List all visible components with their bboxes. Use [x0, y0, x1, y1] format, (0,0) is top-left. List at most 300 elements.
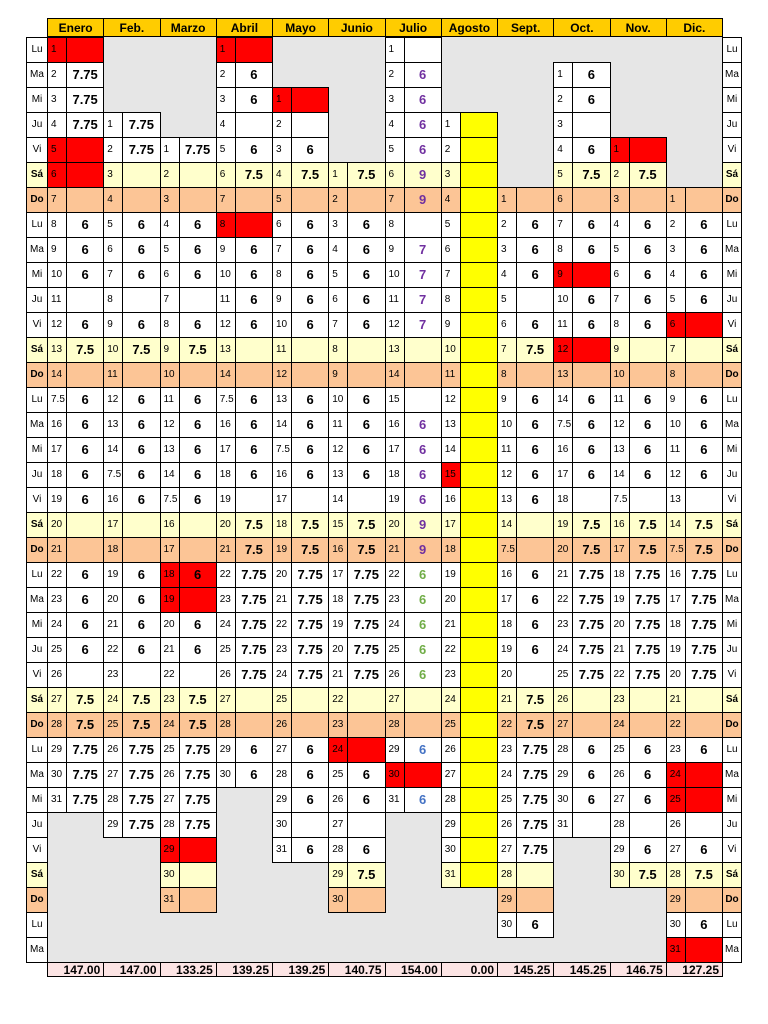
weekday-label-left: Lu — [26, 737, 48, 763]
day-hours: 7.75 — [685, 662, 723, 688]
weekday-label-right: Sá — [722, 687, 742, 713]
day-hours: 7.5 — [347, 537, 385, 563]
weekday-label-right: Do — [722, 537, 742, 563]
day-number: 25 — [553, 662, 573, 688]
day-number: 18 — [216, 462, 236, 488]
day-hours: 6 — [179, 612, 217, 638]
day-hours — [235, 212, 273, 238]
day-hours: 6 — [122, 637, 160, 663]
day-hours: 6 — [179, 437, 217, 463]
day-number: 6 — [160, 262, 180, 288]
day-number: 28 — [47, 712, 67, 738]
day-number: 23 — [666, 737, 686, 763]
day-number: 26 — [103, 737, 123, 763]
day-hours — [685, 487, 723, 513]
month-total: 146.75 — [610, 962, 667, 977]
day-hours — [347, 712, 385, 738]
day-number: 6 — [328, 287, 348, 313]
weekday-label-right: Vi — [722, 662, 742, 688]
day-number: 8 — [216, 212, 236, 238]
day-number: 28 — [441, 787, 461, 813]
day-number: 5 — [497, 287, 517, 313]
day-hours — [347, 687, 385, 713]
day-number: 8 — [666, 362, 686, 388]
day-number: 1 — [160, 137, 180, 163]
day-hours: 7.75 — [122, 737, 160, 763]
day-hours — [235, 112, 273, 138]
day-hours: 7.75 — [685, 637, 723, 663]
day-hours: 6 — [66, 387, 104, 413]
day-hours: 7.5 — [179, 687, 217, 713]
day-number: 9 — [272, 287, 292, 313]
day-hours: 7.5 — [685, 512, 723, 538]
day-hours — [685, 937, 723, 963]
day-hours: 6 — [291, 737, 329, 763]
day-number: 18 — [553, 487, 573, 513]
day-hours: 6 — [685, 287, 723, 313]
day-number: 14 — [328, 487, 348, 513]
day-number: 9 — [553, 262, 573, 288]
day-number: 27 — [666, 837, 686, 863]
day-hours — [629, 137, 667, 163]
day-hours — [66, 512, 104, 538]
day-number: 18 — [47, 462, 67, 488]
weekday-label-left: Ma — [26, 937, 48, 963]
day-number: 18 — [385, 462, 405, 488]
day-hours — [122, 287, 160, 313]
weekday-label-right: Lu — [722, 737, 742, 763]
day-hours — [66, 162, 104, 188]
day-number: 19 — [160, 587, 180, 613]
day-number: 13 — [610, 437, 630, 463]
day-hours: 7.5 — [685, 537, 723, 563]
day-number: 23 — [610, 687, 630, 713]
month-total: 154.00 — [385, 962, 442, 977]
day-number: 12 — [441, 387, 461, 413]
weekday-label-left: Ju — [26, 287, 48, 313]
day-number: 5 — [441, 212, 461, 238]
day-number: 27 — [610, 787, 630, 813]
day-number: 16 — [666, 562, 686, 588]
day-number: 30 — [666, 912, 686, 938]
day-hours: 6 — [404, 737, 442, 763]
day-number: 18 — [610, 562, 630, 588]
weekday-label-left: Lu — [26, 912, 48, 938]
day-hours — [516, 362, 554, 388]
day-hours: 7.5 — [235, 512, 273, 538]
day-hours: 7.5 — [347, 162, 385, 188]
day-hours: 7.75 — [516, 787, 554, 813]
day-hours — [179, 287, 217, 313]
day-hours — [685, 887, 723, 913]
day-hours: 6 — [122, 462, 160, 488]
day-hours — [460, 762, 498, 788]
day-number: 3 — [160, 187, 180, 213]
day-number: 13 — [385, 337, 405, 363]
day-hours: 6 — [291, 762, 329, 788]
day-hours: 6 — [291, 462, 329, 488]
day-hours — [572, 262, 610, 288]
day-hours: 6 — [685, 837, 723, 863]
day-hours: 6 — [572, 412, 610, 438]
month-header: Sept. — [497, 18, 554, 37]
day-number: 27 — [272, 737, 292, 763]
day-number: 1 — [47, 37, 67, 63]
day-number: 28 — [553, 737, 573, 763]
day-number: 3 — [553, 112, 573, 138]
day-number: 6 — [610, 262, 630, 288]
day-hours: 7.75 — [291, 562, 329, 588]
day-number: 19 — [103, 562, 123, 588]
day-hours: 9 — [404, 187, 442, 213]
day-hours: 6 — [235, 287, 273, 313]
month-total: 0.00 — [441, 962, 498, 977]
day-number: 7 — [385, 187, 405, 213]
day-number: 28 — [216, 712, 236, 738]
weekday-label-left: Mi — [26, 262, 48, 288]
day-hours — [460, 462, 498, 488]
day-hours: 7.5 — [516, 687, 554, 713]
day-hours: 7.75 — [179, 812, 217, 838]
day-number: 15 — [441, 462, 461, 488]
day-number: 25 — [328, 762, 348, 788]
weekday-label-left: Ju — [26, 462, 48, 488]
day-hours — [291, 112, 329, 138]
day-hours — [179, 662, 217, 688]
day-number: 26 — [610, 762, 630, 788]
day-number: 2 — [610, 162, 630, 188]
day-hours: 7.75 — [179, 762, 217, 788]
day-number: 8 — [103, 287, 123, 313]
day-hours: 7.5 — [516, 712, 554, 738]
weekday-label-left: Lu — [26, 387, 48, 413]
day-number: 30 — [160, 862, 180, 888]
day-number: 30 — [385, 762, 405, 788]
day-number: 9 — [441, 312, 461, 338]
day-hours: 7.5 — [66, 687, 104, 713]
day-hours: 6 — [291, 387, 329, 413]
day-number: 26 — [385, 662, 405, 688]
day-number: 11 — [385, 287, 405, 313]
day-hours — [404, 687, 442, 713]
day-hours: 7.75 — [629, 612, 667, 638]
day-number: 1 — [272, 87, 292, 113]
day-hours: 6 — [66, 212, 104, 238]
weekday-label-left: Mi — [26, 87, 48, 113]
day-hours: 7.5 — [235, 162, 273, 188]
day-number: 3 — [272, 137, 292, 163]
day-number: 8 — [441, 287, 461, 313]
day-hours: 6 — [572, 287, 610, 313]
day-hours: 9 — [404, 537, 442, 563]
day-hours — [460, 587, 498, 613]
day-number: 27 — [441, 762, 461, 788]
day-number: 25 — [103, 712, 123, 738]
day-number: 11 — [272, 337, 292, 363]
day-number: 15 — [328, 512, 348, 538]
day-hours — [685, 812, 723, 838]
day-number: 11 — [47, 287, 67, 313]
day-hours: 6 — [347, 412, 385, 438]
weekday-label-right: Ju — [722, 287, 742, 313]
day-hours: 6 — [516, 237, 554, 263]
day-number: 7 — [328, 312, 348, 338]
day-hours — [179, 862, 217, 888]
day-hours — [685, 362, 723, 388]
day-number: 26 — [216, 662, 236, 688]
day-number: 2 — [553, 87, 573, 113]
day-hours: 6 — [629, 262, 667, 288]
month-header: Julio — [385, 18, 442, 37]
day-number: 4 — [441, 187, 461, 213]
day-number: 14 — [216, 362, 236, 388]
day-number: 21 — [610, 637, 630, 663]
day-number: 23 — [216, 587, 236, 613]
day-hours: 7.5 — [572, 162, 610, 188]
day-number: 6 — [497, 312, 517, 338]
day-number: 27 — [160, 787, 180, 813]
day-number: 7 — [497, 337, 517, 363]
day-number: 26 — [272, 712, 292, 738]
day-hours: 6 — [235, 237, 273, 263]
day-hours: 6 — [66, 462, 104, 488]
day-hours — [629, 712, 667, 738]
day-hours: 7.5 — [122, 712, 160, 738]
day-hours: 7.75 — [516, 762, 554, 788]
weekday-label-left: Ju — [26, 637, 48, 663]
day-number: 10 — [610, 362, 630, 388]
day-hours: 7.75 — [629, 637, 667, 663]
day-hours: 7.75 — [516, 812, 554, 838]
day-number: 29 — [272, 787, 292, 813]
day-number: 22 — [610, 662, 630, 688]
day-hours: 6 — [66, 412, 104, 438]
day-number: 8 — [272, 262, 292, 288]
day-number: 17 — [272, 487, 292, 513]
day-hours: 6 — [179, 487, 217, 513]
day-number: 4 — [103, 187, 123, 213]
day-hours: 7.75 — [685, 562, 723, 588]
day-hours — [291, 362, 329, 388]
day-number: 23 — [272, 637, 292, 663]
day-hours — [572, 712, 610, 738]
day-hours — [66, 362, 104, 388]
weekday-label-left: Ma — [26, 587, 48, 613]
day-number: 11 — [666, 437, 686, 463]
day-hours — [291, 712, 329, 738]
day-number: 16 — [216, 412, 236, 438]
weekday-label-left: Sá — [26, 162, 48, 188]
weekday-label-left: Do — [26, 537, 48, 563]
day-hours: 6 — [572, 312, 610, 338]
day-number: 25 — [216, 637, 236, 663]
day-hours: 7.5 — [291, 162, 329, 188]
weekday-label-left: Sá — [26, 687, 48, 713]
day-hours — [460, 637, 498, 663]
day-hours: 6 — [572, 237, 610, 263]
weekday-label-left: Do — [26, 887, 48, 913]
day-hours: 6 — [685, 737, 723, 763]
day-number: 27 — [216, 687, 236, 713]
day-hours: 6 — [572, 387, 610, 413]
day-hours — [460, 487, 498, 513]
day-number: 31 — [272, 837, 292, 863]
day-number: 1 — [553, 62, 573, 88]
day-hours: 6 — [66, 262, 104, 288]
day-hours: 6 — [235, 762, 273, 788]
day-number: 14 — [272, 412, 292, 438]
day-number: 17 — [553, 462, 573, 488]
day-hours: 6 — [685, 212, 723, 238]
day-hours — [235, 687, 273, 713]
day-number: 4 — [272, 162, 292, 188]
day-number: 2 — [103, 137, 123, 163]
day-hours — [460, 162, 498, 188]
day-number: 1 — [441, 112, 461, 138]
day-hours: 7.5 — [516, 337, 554, 363]
day-number: 3 — [666, 237, 686, 263]
day-hours: 6 — [404, 587, 442, 613]
weekday-label-right: Lu — [722, 912, 742, 938]
day-hours — [291, 812, 329, 838]
day-hours — [460, 387, 498, 413]
day-hours: 6 — [404, 112, 442, 138]
day-number: 2 — [328, 187, 348, 213]
day-number: 10 — [216, 262, 236, 288]
day-hours — [404, 762, 442, 788]
day-hours: 6 — [629, 212, 667, 238]
day-number: 19 — [666, 637, 686, 663]
weekday-label-right: Lu — [722, 562, 742, 588]
weekday-label-left: Ju — [26, 112, 48, 138]
day-hours — [404, 387, 442, 413]
day-number: 25 — [610, 737, 630, 763]
weekday-label-right: Mi — [722, 787, 742, 813]
day-hours — [291, 187, 329, 213]
day-number: 20 — [610, 612, 630, 638]
day-number: 19 — [272, 537, 292, 563]
day-hours — [572, 812, 610, 838]
day-hours — [460, 512, 498, 538]
day-hours: 6 — [572, 212, 610, 238]
day-hours: 7.5 — [629, 537, 667, 563]
day-number: 26 — [328, 787, 348, 813]
day-hours: 6 — [629, 412, 667, 438]
day-hours: 6 — [572, 137, 610, 163]
day-hours: 6 — [66, 237, 104, 263]
day-hours: 6 — [629, 837, 667, 863]
day-hours: 6 — [685, 437, 723, 463]
day-hours: 6 — [347, 787, 385, 813]
month-header: Enero — [47, 18, 104, 37]
day-hours: 6 — [516, 212, 554, 238]
day-hours: 7.75 — [66, 87, 104, 113]
day-hours: 7 — [404, 237, 442, 263]
weekday-label-right: Sá — [722, 862, 742, 888]
day-number: 7.5 — [103, 462, 123, 488]
day-hours — [460, 612, 498, 638]
day-number: 18 — [272, 512, 292, 538]
day-hours: 6 — [291, 287, 329, 313]
day-number: 18 — [103, 537, 123, 563]
day-number: 13 — [272, 387, 292, 413]
day-number: 28 — [160, 812, 180, 838]
day-number: 2 — [216, 62, 236, 88]
day-number: 19 — [610, 587, 630, 613]
month-header: Nov. — [610, 18, 667, 37]
day-hours: 7.75 — [66, 762, 104, 788]
day-hours: 7.75 — [122, 137, 160, 163]
day-hours — [685, 712, 723, 738]
weekday-label-left: Vi — [26, 837, 48, 863]
weekday-label-right: Sá — [722, 512, 742, 538]
day-hours — [179, 187, 217, 213]
weekday-label-right: Sá — [722, 337, 742, 363]
day-number: 31 — [385, 787, 405, 813]
day-hours: 7.75 — [629, 587, 667, 613]
day-hours: 7.5 — [66, 712, 104, 738]
day-number: 5 — [385, 137, 405, 163]
day-number: 29 — [497, 887, 517, 913]
day-hours — [460, 712, 498, 738]
day-number: 28 — [103, 787, 123, 813]
day-number: 22 — [441, 637, 461, 663]
day-hours: 6 — [66, 562, 104, 588]
day-number: 27 — [553, 712, 573, 738]
day-number: 10 — [441, 337, 461, 363]
day-number: 7 — [610, 287, 630, 313]
day-hours: 6 — [66, 637, 104, 663]
day-hours: 7.75 — [685, 612, 723, 638]
day-number: 6 — [47, 162, 67, 188]
day-number: 16 — [497, 562, 517, 588]
day-number: 24 — [385, 612, 405, 638]
day-number: 18 — [666, 612, 686, 638]
day-number: 11 — [103, 362, 123, 388]
day-hours: 7.75 — [122, 787, 160, 813]
day-number: 9 — [497, 387, 517, 413]
weekday-label-right: Ma — [722, 937, 742, 963]
day-hours — [291, 687, 329, 713]
day-number: 30 — [553, 787, 573, 813]
day-hours — [685, 187, 723, 213]
day-hours — [179, 512, 217, 538]
day-hours: 6 — [629, 787, 667, 813]
day-number: 17 — [160, 537, 180, 563]
day-number: 10 — [385, 262, 405, 288]
day-number: 7 — [47, 187, 67, 213]
day-hours: 6 — [629, 312, 667, 338]
day-number: 14 — [160, 462, 180, 488]
day-number: 5 — [553, 162, 573, 188]
day-hours: 7.75 — [629, 562, 667, 588]
day-number: 16 — [441, 487, 461, 513]
day-number: 10 — [666, 412, 686, 438]
day-hours — [66, 537, 104, 563]
weekday-label-left: Vi — [26, 487, 48, 513]
day-hours: 7.75 — [179, 737, 217, 763]
day-number: 8 — [497, 362, 517, 388]
day-number: 13 — [441, 412, 461, 438]
day-hours: 6 — [572, 87, 610, 113]
day-hours: 6 — [179, 637, 217, 663]
day-number: 22 — [328, 687, 348, 713]
day-number: 29 — [385, 737, 405, 763]
day-hours: 6 — [179, 312, 217, 338]
day-hours: 7.75 — [572, 562, 610, 588]
day-hours: 6 — [347, 837, 385, 863]
day-hours: 7.5 — [629, 162, 667, 188]
